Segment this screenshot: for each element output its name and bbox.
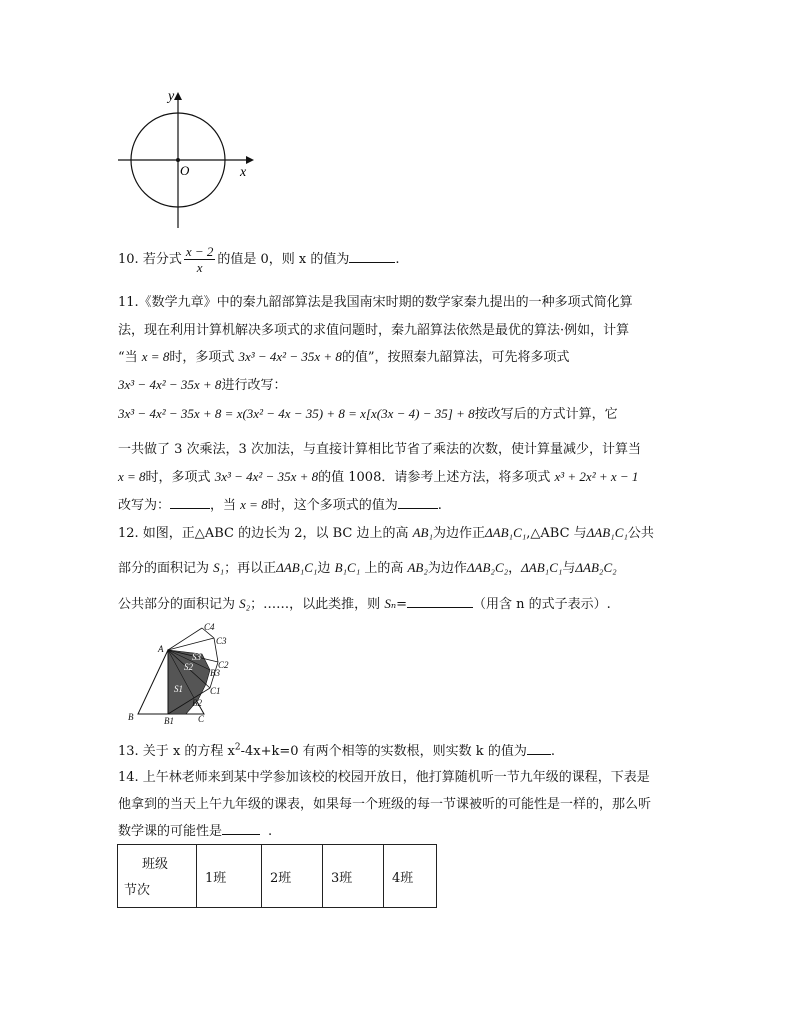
q12-line-2	[118, 557, 617, 576]
q11-line5-text: 按改写后的方式计算，它	[474, 407, 618, 422]
origin-dot	[176, 158, 180, 162]
question-10	[118, 244, 400, 275]
nested-triangles-figure	[124, 620, 244, 728]
label-a: A	[158, 644, 164, 654]
q13-answer-blank[interactable]	[527, 742, 551, 755]
q11-rewrite-bracket: [x(3x − 4) − 35]	[365, 406, 453, 421]
q14-line-1: 14. 上午林老师来到某中学参加该校的校园开放日，他打算随机听一节九年级的课程，下表是	[118, 770, 650, 785]
q11-line-1: 11.《数学九章》中的秦九韶部算法是我国南宋时期的数学家秦九提出的一种多项式简化算	[118, 295, 633, 310]
q12-line1-d: 公共	[627, 526, 654, 541]
q10-numerator: x − 2	[185, 244, 214, 259]
q12-line3-d: （用含 n 的式子表示）.	[473, 597, 611, 612]
q11-line-2: 法，现在利用计算机解决多项式的求值问题时，秦九韶算法依然是最优的算法·例如，计算	[118, 323, 630, 338]
q12-b1c1: B₁C₁	[334, 560, 361, 575]
q12-line3-b: ；……，以此类推，则	[250, 597, 385, 612]
q13-b: -4x+k=0 有两个相等的实数根，则实数 k 的值为	[240, 744, 527, 759]
q11-line-4	[118, 374, 286, 393]
q14-line3-text: 数学课的可能性是	[118, 824, 223, 839]
q11-line-7	[118, 466, 638, 485]
q12-line2-a: 部分的面积记为	[118, 561, 214, 576]
question-13	[118, 740, 555, 759]
q11-line3-b: 时，多项式	[169, 350, 239, 365]
q11-line8-e: .	[437, 498, 442, 513]
q10-number: 10.	[118, 252, 139, 267]
q11-rewrite-end: + 8	[452, 406, 475, 421]
q12-tri1: ΔAB₁C₁	[485, 525, 527, 540]
q12-answer-blank[interactable]	[407, 595, 473, 608]
q11-line8-b: ，当	[210, 498, 241, 513]
y-axis-arrow	[174, 92, 182, 100]
q11-line8-d: 时，这个多项式的值为	[267, 498, 398, 513]
label-c1: C1	[210, 686, 221, 696]
origin-label: O	[180, 163, 190, 178]
q10-denominator: x	[196, 260, 203, 275]
header-class-label: 班级	[142, 857, 169, 872]
label-s2: S2	[184, 662, 193, 672]
q11-rewrite-paren: (3x² − 4x − 35)	[242, 406, 324, 421]
q11-rewrite-lhs: 3x³ − 4x² − 35x + 8 = x	[118, 406, 243, 421]
q13-a: 13. 关于 x 的方程 x	[118, 744, 235, 759]
q12-tri2: ΔAB₂C₂	[466, 560, 509, 575]
q12-tri2-b: ΔAB₂C₂	[575, 560, 617, 575]
q11-polynomial-2: x³ + 2x² + x − 1	[554, 469, 639, 484]
q12-line2-g: 与	[562, 561, 576, 576]
q12-line-3	[118, 593, 611, 612]
q12-tri1-c: ΔAB₁C₁	[521, 560, 563, 575]
q12-line2-f: ，	[508, 561, 522, 576]
q13-sup: 2	[234, 742, 241, 753]
q11-answer-blank-2[interactable]	[398, 496, 438, 509]
label-s3: S3	[192, 652, 201, 662]
q11-line4-tail: 进行改写：	[221, 378, 287, 393]
x-axis-arrow	[246, 156, 254, 164]
q12-s1: S₁	[213, 560, 225, 575]
y-axis-label: y	[168, 89, 175, 104]
label-b1: B1	[164, 716, 174, 726]
q11-line3-a: “当	[118, 350, 142, 365]
q12-sn: Sₙ	[384, 596, 397, 611]
column-header-2: 2班	[262, 845, 323, 908]
label-c: C	[198, 714, 205, 724]
q10-answer-blank[interactable]	[349, 250, 395, 263]
q12-tri1-b: ΔAB₁C₁	[276, 560, 318, 575]
q11-line-3	[118, 346, 570, 365]
q12-line3-c: =	[396, 597, 407, 612]
label-c2: C2	[218, 660, 229, 670]
edge-ac4	[168, 628, 202, 650]
q12-line1-b: 为边作正	[433, 526, 486, 541]
q14-line-2: 他拿到的当天上午九年级的课表，如果每一个班级的每一节课被听的可能性是一样的，那么听	[118, 797, 652, 812]
q12-line-1	[118, 522, 654, 541]
q12-line2-e: 为边作	[427, 561, 467, 576]
label-c3: C3	[216, 636, 227, 646]
q14-answer-blank[interactable]	[222, 822, 260, 835]
q11-line3-c: 的值”，按照秦九韶算法，可先将多项式	[341, 350, 570, 365]
q12-line2-d: 上的高	[360, 561, 408, 576]
q10-fraction	[184, 244, 216, 275]
q12-line1-c: ,△ABC 与	[526, 526, 587, 541]
q12-ab2: AB₂	[407, 560, 428, 575]
column-header-3: 3班	[323, 845, 384, 908]
q11-rewrite-mid: + 8 = x	[323, 406, 366, 421]
label-b: B	[128, 712, 134, 722]
q11-answer-blank-1[interactable]	[170, 496, 210, 509]
edge-ac3	[168, 638, 214, 650]
q11-line8-a: 改写为：	[118, 498, 171, 513]
q11-line-8	[118, 494, 442, 513]
label-b3: B3	[210, 668, 220, 678]
x-axis-label: x	[240, 165, 247, 180]
schedule-table	[117, 844, 437, 908]
q10-text-after: 的值是 0，则 x 的值为	[217, 252, 350, 267]
q11-line7-c: 的值 1008．请参考上述方法，将多项式	[318, 470, 555, 485]
q14-line3-end: .	[268, 824, 273, 839]
q11-line-6: 一共做了 3 次乘法，3 次加法，与直接计算相比节省了乘法的次数，使计算量减少，计算当	[118, 442, 641, 457]
label-b2: B2	[192, 698, 202, 708]
q12-line3-a: 公共部分的面积记为	[118, 597, 240, 612]
header-period-label: 节次	[124, 883, 151, 898]
q11-line7-x: x = 8	[118, 469, 146, 484]
q11-line8-x: x = 8	[240, 497, 268, 512]
q13-end: .	[550, 744, 555, 759]
q14-line-3	[118, 820, 272, 839]
q12-line2-c: 边	[317, 561, 335, 576]
q11-line7-b: 时，多项式	[145, 470, 215, 485]
q10-text-before: 若分式	[142, 252, 182, 267]
table-header-corner	[118, 845, 197, 908]
q10-end: .	[395, 252, 400, 267]
label-c4: C4	[204, 622, 215, 632]
column-header-1: 1班	[197, 845, 262, 908]
q11-polynomial-repeat: 3x³ − 4x² − 35x + 8	[118, 377, 222, 392]
column-header-4: 4班	[384, 845, 437, 908]
q11-line-5	[118, 403, 618, 422]
q11-x-eq-8: x = 8	[141, 349, 170, 364]
circle-axes-figure	[110, 88, 260, 238]
q12-s2: S₂	[239, 596, 251, 611]
q12-ab1: AB₁	[412, 525, 434, 540]
label-s1: S1	[174, 684, 183, 694]
q11-line7-poly: 3x³ − 4x² − 35x + 8	[214, 469, 319, 484]
q12-tri1-repeat: ΔAB₁C₁	[586, 525, 628, 540]
table-row	[118, 845, 437, 908]
q11-polynomial: 3x³ − 4x² − 35x + 8	[238, 349, 342, 364]
q12-line1-a: 12. 如图，正△ABC 的边长为 2，以 BC 边上的高	[118, 526, 413, 541]
q12-line2-b: ；再以正	[224, 561, 277, 576]
